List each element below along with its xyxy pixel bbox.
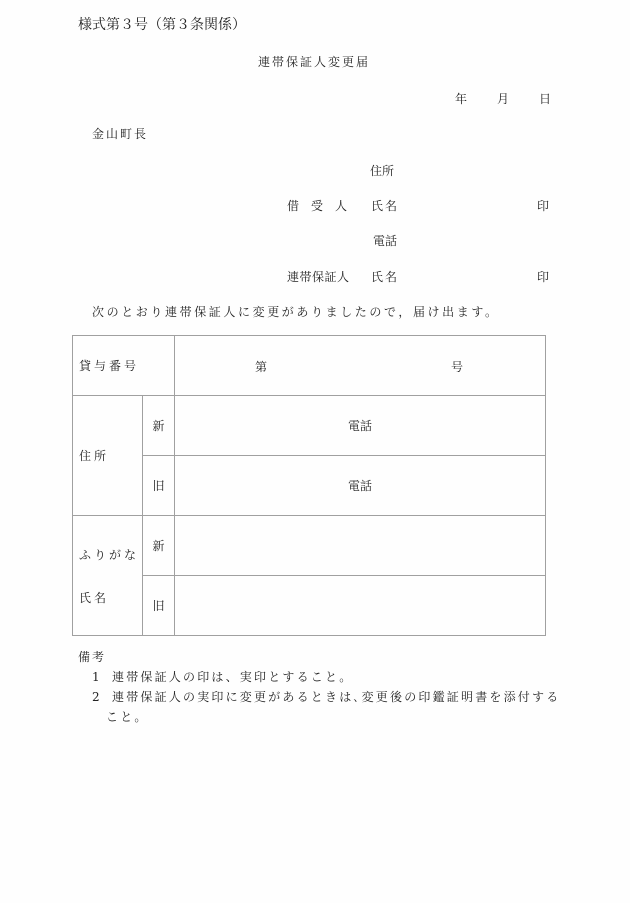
name-new-label: 新 [143, 516, 175, 576]
address-old-row [73, 456, 546, 516]
note-1-number: 1 [92, 670, 102, 684]
loan-dai: 第 [255, 360, 268, 374]
name-new-row [73, 516, 546, 576]
guarantor-name-label: 氏名 [371, 270, 400, 284]
addressee: 金山町長 [92, 127, 149, 141]
address-new-row [73, 396, 546, 456]
address-new-field[interactable]: 電話 [175, 396, 546, 456]
name-old-row [73, 576, 546, 636]
address-old-label: 旧 [143, 456, 175, 516]
loan-number-label: 貸与番号 [73, 336, 175, 396]
body-text: 次のとおり連帯保証人に変更がありましたので，届け出ます。 [92, 305, 500, 319]
address-label: 住所 [73, 396, 143, 516]
applicant-address-label: 住所 [370, 164, 395, 178]
notes-heading: 備考 [78, 650, 107, 664]
name-old-label: 旧 [143, 576, 175, 636]
borrower-name-label: 氏名 [371, 199, 400, 213]
form-number: 様式第３号（第３条関係） [78, 17, 246, 33]
name-new-field[interactable] [175, 516, 546, 576]
note-1-text: 連帯保証人の印は、実印とすること。 [112, 670, 354, 684]
borrower-label: 借 受 人 [287, 199, 348, 213]
name-label: 氏名 [79, 590, 110, 605]
guarantor-seal: 印 [537, 270, 550, 284]
borrower-seal: 印 [537, 199, 550, 213]
address-new-label: 新 [143, 396, 175, 456]
date-year: 年 [455, 92, 468, 106]
date-day: 日 [539, 92, 552, 106]
note-2 [92, 688, 560, 705]
note-2-continuation: こと。 [106, 710, 149, 724]
document-title: 連帯保証人変更届 [258, 55, 371, 69]
applicant-phone-label: 電話 [373, 234, 398, 248]
note-2-number: 2 [92, 690, 102, 704]
furigana-label: ふりがな [79, 547, 140, 562]
loan-number-row [73, 336, 546, 396]
guarantor-label: 連帯保証人 [287, 270, 350, 284]
loan-number-field[interactable] [175, 336, 546, 396]
address-old-field[interactable]: 電話 [175, 456, 546, 516]
note-1 [92, 668, 353, 685]
change-form-table [72, 335, 546, 636]
date-month: 月 [497, 92, 510, 106]
loan-go: 号 [451, 360, 464, 374]
furigana-name-label [73, 516, 143, 636]
note-2-text: 連帯保証人の実印に変更があるときは､変更後の印鑑証明書を添付する [112, 690, 561, 704]
name-old-field[interactable] [175, 576, 546, 636]
